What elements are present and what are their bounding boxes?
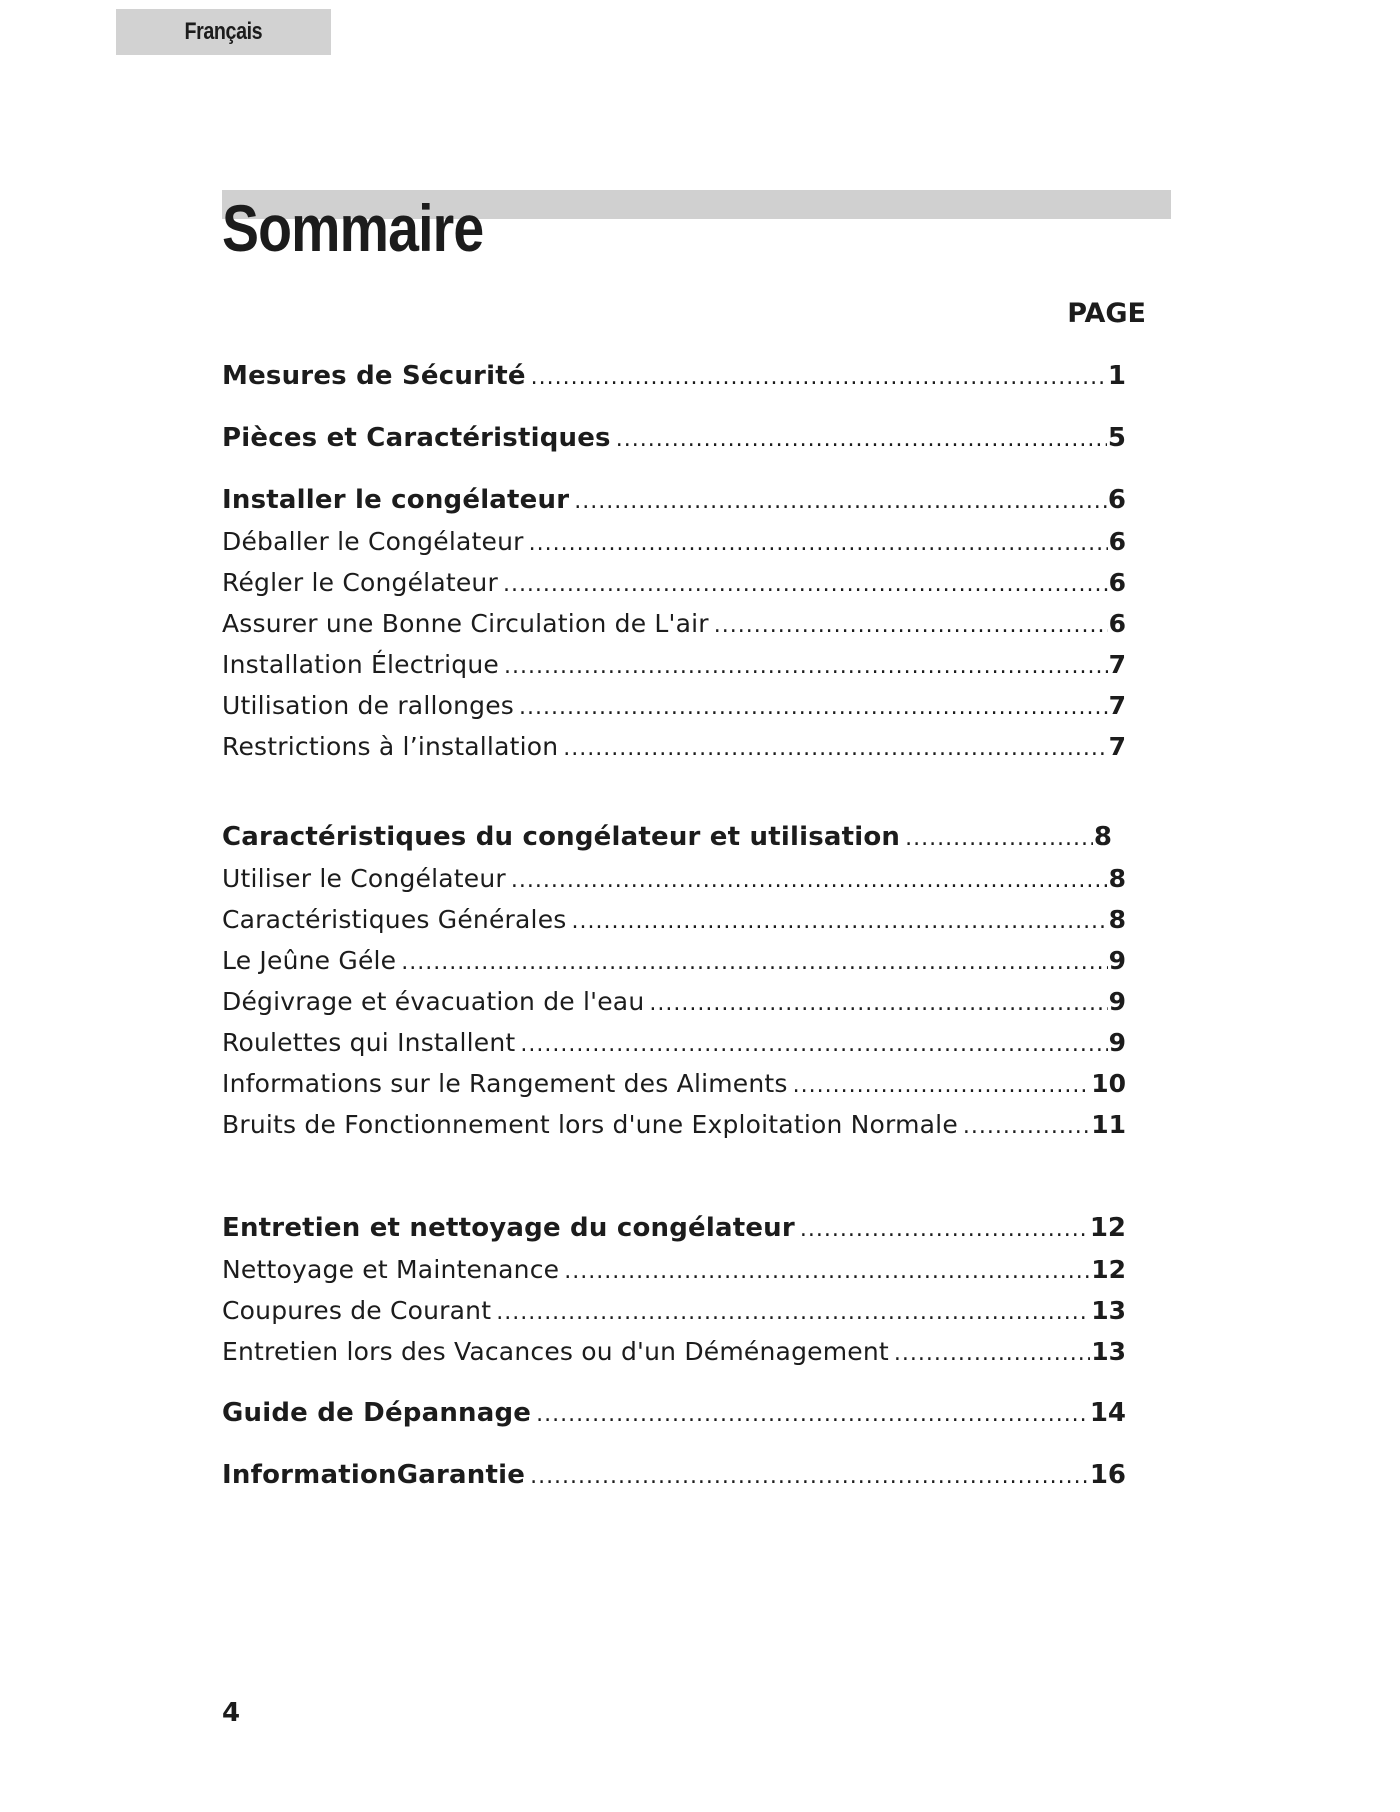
toc-leader-dots	[496, 1292, 1090, 1333]
toc-leader-dots	[511, 860, 1108, 901]
toc-entry-page: 9	[1108, 1028, 1126, 1057]
toc-entry-label: Caractéristiques Générales	[222, 905, 567, 934]
toc-entry-page: 5	[1107, 423, 1126, 453]
toc-leader-dots	[530, 1456, 1089, 1497]
toc-entry-label: Dégivrage et évacuation de l'eau	[222, 987, 645, 1016]
toc-entry-regler	[222, 562, 1126, 603]
toc-entry-page: 9	[1108, 946, 1126, 975]
toc-entry-label: Nettoyage et Maintenance	[222, 1255, 560, 1284]
toc-leader-dots	[714, 605, 1108, 646]
language-tab-label: Français	[184, 18, 263, 45]
toc-leader-dots	[649, 983, 1107, 1024]
toc-entry-label: Roulettes qui Installent	[222, 1028, 516, 1057]
toc-entry-jeune-gele	[222, 940, 1126, 981]
toc-leader-dots	[503, 564, 1108, 605]
toc-entry-page: 7	[1108, 691, 1126, 720]
toc-entry-installer	[222, 480, 1126, 521]
toc-entry-deballer	[222, 521, 1126, 562]
toc-entry-generales	[222, 899, 1126, 940]
toc-entry-electrique	[222, 644, 1126, 685]
toc-leader-dots	[401, 942, 1107, 983]
toc-entry-nettoyage	[222, 1249, 1126, 1290]
toc-entry-label: Guide de Dépannage	[222, 1398, 532, 1428]
toc-entry-coupures	[222, 1290, 1126, 1331]
toc-entry-rallonges	[222, 685, 1126, 726]
toc-leader-dots	[563, 728, 1107, 769]
toc-leader-dots	[616, 419, 1107, 460]
toc-entry-vacances	[222, 1331, 1126, 1372]
toc-entry-page: 9	[1108, 987, 1126, 1016]
toc-entry-label: Bruits de Fonctionnement lors d'une Exploitation Normale	[222, 1110, 958, 1139]
toc-leader-dots	[504, 646, 1108, 687]
toc-entry-roulettes	[222, 1022, 1126, 1063]
toc-entry-circulation	[222, 603, 1126, 644]
toc-leader-dots	[793, 1065, 1091, 1106]
table-of-contents	[222, 356, 1126, 1496]
toc-entry-page: 10	[1091, 1069, 1126, 1098]
toc-entry-label: Coupures de Courant	[222, 1296, 492, 1325]
toc-entry-label: Utilisation de rallonges	[222, 691, 515, 720]
toc-entry-page: 7	[1108, 732, 1126, 761]
toc-entry-page: 12	[1091, 1255, 1126, 1284]
toc-entry-label: Déballer le Congélateur	[222, 527, 524, 556]
toc-entry-label: Caractéristiques du congélateur et utilisation	[222, 822, 901, 852]
toc-entry-restrictions	[222, 726, 1126, 767]
toc-leader-dots	[536, 1394, 1089, 1435]
toc-entry-entretien	[222, 1208, 1126, 1249]
toc-leader-dots	[572, 901, 1108, 942]
toc-entry-label: Entretien et nettoyage du congélateur	[222, 1213, 795, 1243]
toc-entry-rangement	[222, 1063, 1126, 1104]
toc-entry-label: Mesures de Sécurité	[222, 361, 526, 391]
toc-entry-page: 6	[1108, 568, 1126, 597]
toc-leader-dots	[519, 687, 1108, 728]
toc-leader-dots	[800, 1209, 1089, 1250]
page-title: Sommaire	[222, 191, 484, 265]
toc-entry-label: Régler le Congélateur	[222, 568, 498, 597]
toc-leader-dots	[529, 523, 1108, 564]
toc-entry-pieces	[222, 418, 1126, 459]
toc-entry-page: 1	[1107, 361, 1126, 391]
toc-entry-label: Installation Électrique	[222, 650, 499, 679]
toc-entry-page: 8	[1108, 905, 1126, 934]
toc-entry-page: 13	[1091, 1296, 1126, 1325]
toc-entry-label: InformationGarantie	[222, 1460, 526, 1490]
toc-entry-label: Le Jeûne Géle	[222, 946, 397, 975]
language-tab	[116, 9, 331, 55]
toc-entry-label: Entretien lors des Vacances ou d'un Déménagement	[222, 1337, 889, 1366]
toc-entry-page: 14	[1089, 1398, 1126, 1428]
toc-entry-label: Informations sur le Rangement des Aliments	[222, 1069, 788, 1098]
toc-entry-label: Assurer une Bonne Circulation de L'air	[222, 609, 709, 638]
page-number: 4	[222, 1698, 241, 1728]
toc-entry-depannage	[222, 1393, 1126, 1434]
toc-entry-label: Restrictions à l’installation	[222, 732, 559, 761]
toc-leader-dots	[963, 1106, 1090, 1147]
toc-entry-bruits	[222, 1104, 1126, 1145]
toc-entry-page: 7	[1108, 650, 1126, 679]
toc-entry-utiliser	[222, 858, 1126, 899]
toc-entry-label: Utiliser le Congélateur	[222, 864, 506, 893]
toc-entry-page: 13	[1091, 1337, 1126, 1366]
toc-leader-dots	[531, 357, 1107, 398]
toc-entry-page: 11	[1091, 1110, 1126, 1139]
toc-leader-dots	[564, 1251, 1090, 1292]
toc-entry-page: 8	[1108, 864, 1126, 893]
toc-entry-mesures-securite	[222, 356, 1126, 397]
page-column-header: PAGE	[1067, 298, 1146, 329]
toc-entry-page: 8	[1093, 822, 1112, 852]
toc-leader-dots	[905, 818, 1093, 859]
toc-leader-dots	[574, 481, 1107, 522]
toc-entry-page: 12	[1089, 1213, 1126, 1243]
toc-entry-label: Installer le congélateur	[222, 485, 570, 515]
toc-leader-dots	[894, 1333, 1090, 1374]
toc-entry-garantie	[222, 1455, 1126, 1496]
toc-entry-page: 6	[1108, 527, 1126, 556]
toc-entry-page: 16	[1089, 1460, 1126, 1490]
toc-entry-caracteristiques	[222, 817, 1112, 858]
toc-entry-label: Pièces et Caractéristiques	[222, 423, 611, 453]
toc-entry-page: 6	[1107, 485, 1126, 515]
toc-entry-page: 6	[1108, 609, 1126, 638]
toc-leader-dots	[520, 1024, 1107, 1065]
toc-entry-degivrage	[222, 981, 1126, 1022]
